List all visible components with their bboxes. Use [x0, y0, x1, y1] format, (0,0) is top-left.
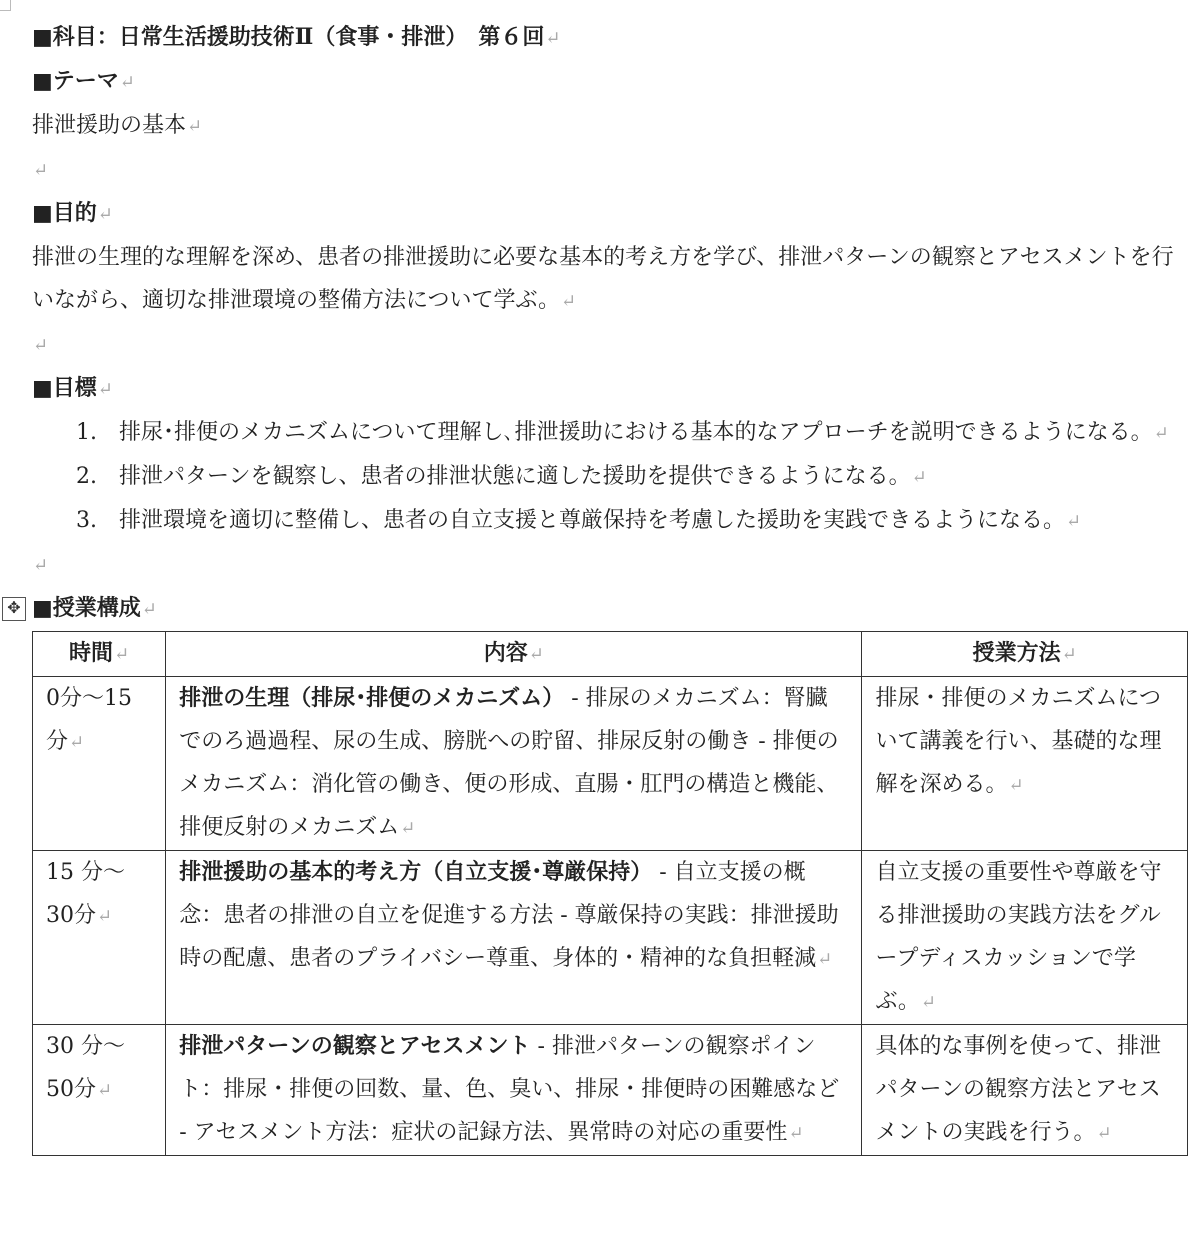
- paragraph-mark-icon: ↵: [141, 599, 157, 620]
- header-content: 内容↵: [166, 632, 862, 677]
- goal-number: 3.: [76, 508, 97, 533]
- cell-method: 具体的な事例を使って、排泄パターンの観察方法とアセスメントの実践を行う。↵: [862, 1025, 1188, 1156]
- cell-method: 自立支援の重要性や尊厳を守る排泄援助の実践方法をグループディスカッションで学ぶ。↵: [862, 851, 1188, 1025]
- theme-text: 排泄援助の基本↵: [32, 113, 203, 138]
- content-title: 排泄パターンの観察とアセスメント: [179, 1033, 531, 1059]
- table-move-handle-icon[interactable]: ✥: [2, 597, 26, 621]
- paragraph-mark-icon: ↵: [911, 467, 927, 488]
- header-method: 授業方法↵: [862, 632, 1188, 677]
- goal-text: 排泄パターンを観察し、患者の排泄状態に適した援助を提供できるようになる。: [119, 464, 911, 489]
- goal-item: [32, 499, 1190, 543]
- goals-list: [32, 411, 1190, 543]
- paragraph-mark-icon: ↵: [33, 160, 49, 181]
- content-body: - 排泄パターンの観察ポイント：排尿・排便の回数、量、色、臭い、排尿・排便時の困難感など - アセスメント方法：症状の記録方法、異常時の対応の重要性: [179, 1034, 840, 1145]
- goal-item: [32, 455, 1190, 499]
- paragraph-mark-icon: ↵: [97, 1080, 113, 1101]
- paragraph-mark-icon: ↵: [817, 949, 833, 970]
- empty-paragraph: [32, 543, 1190, 587]
- content-title: 排泄の生理（排尿･排便のメカニズム）: [179, 685, 565, 711]
- paragraph-mark-icon: ↵: [1153, 423, 1169, 444]
- paragraph-mark-icon: ↵: [187, 116, 203, 137]
- goal-number: 2.: [76, 464, 97, 489]
- lesson-structure-table: [32, 631, 1188, 1156]
- table-row: [33, 851, 1188, 1025]
- paragraph-mark-icon: ↵: [545, 28, 561, 49]
- cell-time: 0分～15分↵: [33, 677, 166, 851]
- cell-time: 30 分～50分↵: [33, 1025, 166, 1156]
- content-body: - 自立支援の概念：患者の排泄の自立を促進する方法 - 尊厳保持の実践：排泄援助時の配慮、患者のプライバシー尊重、身体的・精神的な負担軽減: [179, 860, 839, 971]
- goals-heading: ■目標↵: [32, 375, 113, 401]
- goal-item: [32, 411, 1190, 455]
- structure-heading: ✥ ■授業構成↵: [32, 587, 1190, 631]
- paragraph-mark-icon: ↵: [33, 555, 49, 576]
- cell-content: [166, 677, 862, 851]
- theme-heading: ■テーマ↵: [32, 68, 135, 94]
- paragraph-mark-icon: ↵: [1008, 775, 1024, 796]
- document-page: [7, 16, 1190, 1156]
- paragraph-mark-icon: ↵: [33, 335, 49, 356]
- empty-paragraph: [32, 148, 1190, 192]
- page-corner-marker: [0, 0, 11, 11]
- empty-paragraph: [32, 323, 1190, 367]
- paragraph-mark-icon: ↵: [400, 818, 416, 839]
- table-row: [33, 677, 1188, 851]
- paragraph-mark-icon: ↵: [119, 72, 135, 93]
- header-time: 時間↵: [33, 632, 166, 677]
- paragraph-mark-icon: ↵: [920, 992, 936, 1013]
- purpose-text: 排泄の生理的な理解を深め、患者の排泄援助に必要な基本的考え方を学び、排泄パターンの観察とアセスメントを行いながら、適切な排泄環境の整備方法について学ぶ。↵: [32, 245, 1174, 313]
- paragraph-mark-icon: ↵: [561, 291, 577, 312]
- table-row: [33, 1025, 1188, 1156]
- goal-text: 排尿･排便のメカニズムについて理解し､排泄援助における基本的なアプローチを説明できるようになる。: [119, 420, 1153, 445]
- cell-time: 15 分～30分↵: [33, 851, 166, 1025]
- purpose-heading: ■目的↵: [32, 200, 113, 226]
- goal-number: 1.: [76, 420, 97, 445]
- cell-method: 排尿・排便のメカニズムについて講義を行い、基礎的な理解を深める。↵: [862, 677, 1188, 851]
- paragraph-mark-icon: ↵: [97, 204, 113, 225]
- cell-content: [166, 851, 862, 1025]
- paragraph-mark-icon: ↵: [97, 906, 113, 927]
- subject-line: ■科目：日常生活援助技術Ⅱ（食事・排泄） 第６回↵: [32, 24, 561, 50]
- paragraph-mark-icon: ↵: [1066, 511, 1082, 532]
- paragraph-mark-icon: ↵: [528, 644, 544, 665]
- paragraph-mark-icon: ↵: [788, 1123, 804, 1144]
- table-header-row: [33, 632, 1188, 677]
- goal-text: 排泄環境を適切に整備し、患者の自立支援と尊厳保持を考慮した援助を実践できるようになる。: [119, 508, 1066, 533]
- paragraph-mark-icon: ↵: [1061, 644, 1077, 665]
- content-body: - 排尿のメカニズム：腎臓でのろ過過程、尿の生成、膀胱への貯留、排尿反射の働き - 排便のメカニズム：消化管の働き、便の形成、直腸・肛門の構造と機能、排便反射のメカニズム: [179, 686, 839, 840]
- paragraph-mark-icon: ↵: [114, 644, 130, 665]
- paragraph-mark-icon: ↵: [97, 379, 113, 400]
- cell-content: [166, 1025, 862, 1156]
- content-title: 排泄援助の基本的考え方（自立支援･尊厳保持）: [179, 859, 653, 885]
- paragraph-mark-icon: ↵: [1096, 1123, 1112, 1144]
- paragraph-mark-icon: ↵: [69, 732, 85, 753]
